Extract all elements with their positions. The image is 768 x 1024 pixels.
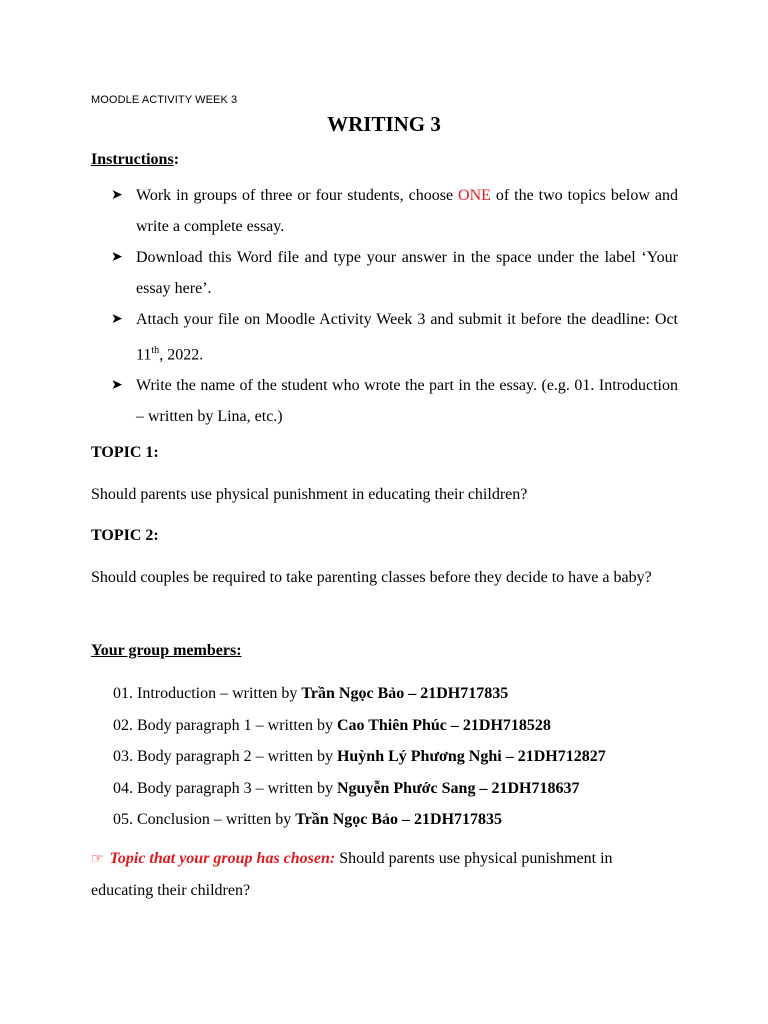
topic1-heading: TOPIC 1: bbox=[91, 444, 159, 461]
member-name: Nguyễn Phước Sang – 21DH718637 bbox=[336, 779, 580, 797]
member-number: 05. bbox=[113, 811, 133, 828]
member-number: 02. bbox=[113, 716, 133, 734]
instruction-item bbox=[91, 180, 678, 242]
instruction-item bbox=[91, 370, 678, 432]
instruction-item bbox=[91, 242, 678, 304]
pointing-hand-icon: ☞ bbox=[91, 852, 104, 867]
member-name: Cao Thiên Phúc – 21DH718528 bbox=[336, 716, 551, 734]
members-heading: Your group members: bbox=[91, 642, 242, 659]
instruction-text: Attach your file on Moodle Activity Week 3 and submit it before the deadline: Oct 11 bbox=[136, 311, 678, 364]
member-item bbox=[113, 678, 606, 710]
member-part: Conclusion – written by bbox=[137, 811, 296, 828]
header-label: MOODLE ACTIVITY WEEK 3 bbox=[91, 94, 238, 106]
member-part: Body paragraph 3 – written by bbox=[137, 779, 337, 797]
instructions-heading bbox=[91, 151, 179, 169]
arrow-bullet-icon: ➤ bbox=[111, 312, 123, 327]
instruction-text: Write the name of the student who wrote the part in the essay. (e.g. 01. Introduction – written by Lina, etc.) bbox=[136, 377, 678, 426]
member-name: Huỳnh Lý Phương Nghi – 21DH712827 bbox=[336, 748, 606, 765]
arrow-bullet-icon: ➤ bbox=[111, 378, 123, 394]
arrow-bullet-icon: ➤ bbox=[111, 250, 123, 265]
topic1-text: Should parents use physical punishment in educating their children? bbox=[91, 486, 528, 503]
member-part: Body paragraph 1 – written by bbox=[137, 716, 337, 734]
instruction-highlight: ONE bbox=[458, 187, 491, 204]
instruction-text: Work in groups of three or four students, choose bbox=[136, 187, 459, 204]
chosen-topic bbox=[91, 843, 678, 906]
instruction-item bbox=[91, 304, 678, 370]
member-number: 01. bbox=[113, 685, 133, 702]
instruction-text-tail: , 2022. bbox=[159, 346, 204, 364]
instruction-text: Download this Word file and type your answer in the space under the label ‘Your essay here’. bbox=[136, 249, 678, 297]
chosen-topic-lead: Topic that your group has chosen: bbox=[109, 850, 336, 867]
arrow-bullet-icon: ➤ bbox=[111, 188, 123, 203]
member-number: 03. bbox=[113, 748, 133, 765]
member-item bbox=[113, 773, 606, 805]
member-name: Trần Ngọc Bảo – 21DH717835 bbox=[301, 685, 509, 702]
instructions-heading-text: Instructions bbox=[91, 151, 174, 168]
instruction-text-tail: of the two topics below and write a complete essay. bbox=[136, 187, 679, 235]
document-title: WRITING 3 bbox=[327, 112, 441, 136]
member-item bbox=[113, 804, 606, 836]
member-number: 04. bbox=[113, 779, 133, 797]
topic2-heading: TOPIC 2: bbox=[91, 527, 159, 544]
member-name: Trần Ngọc Bảo – 21DH717835 bbox=[295, 811, 503, 828]
member-item bbox=[113, 741, 606, 773]
topic2-text: Should couples be required to take parenting classes before they decide to have a baby? bbox=[91, 569, 652, 586]
instructions-list bbox=[91, 180, 678, 432]
instructions-heading-colon: : bbox=[173, 151, 180, 168]
member-part: Introduction – written by bbox=[137, 685, 302, 702]
member-item bbox=[113, 710, 606, 742]
chosen-topic-text: Should parents use physical punishment in educating their children? bbox=[91, 850, 613, 899]
member-part: Body paragraph 2 – written by bbox=[137, 748, 337, 765]
instruction-superscript: th bbox=[151, 345, 160, 356]
members-list bbox=[113, 678, 606, 836]
